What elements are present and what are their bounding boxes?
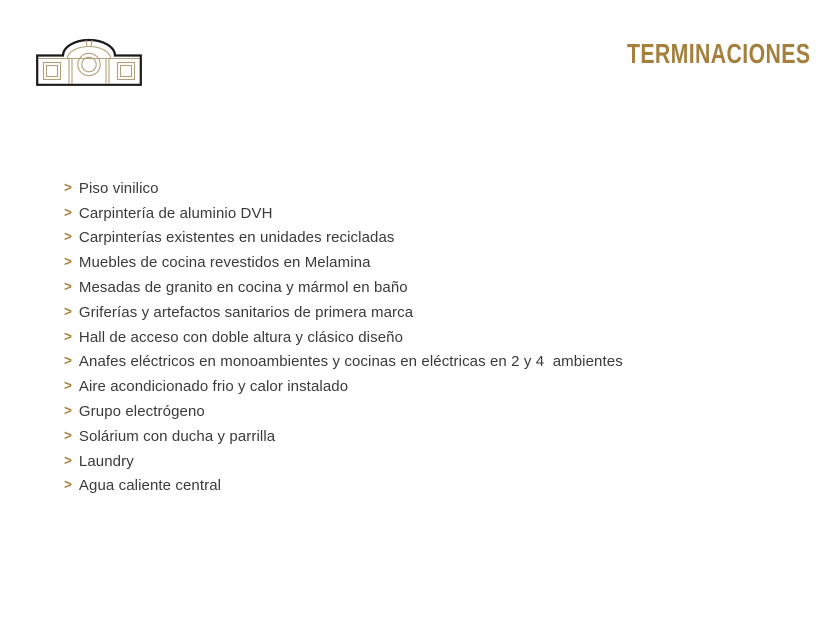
list-item-text: Anafes eléctricos en monoambientes y cocinas en eléctricas en 2 y 4 ambientes — [78, 353, 623, 371]
list-item — [64, 399, 623, 424]
chevron-bullet-icon: > — [64, 229, 72, 245]
list-item-text: Grupo electrógeno — [78, 403, 205, 421]
chevron-bullet-icon: > — [64, 403, 72, 419]
list-item — [64, 325, 623, 350]
chevron-bullet-icon: > — [64, 353, 72, 369]
chevron-bullet-icon: > — [64, 279, 72, 295]
chevron-bullet-icon: > — [64, 452, 72, 468]
list-item-text: Carpinterías existentes en unidades recicladas — [78, 229, 395, 247]
list-item — [64, 275, 623, 300]
list-item-text: Piso vinilico — [78, 179, 159, 197]
chevron-bullet-icon: > — [64, 328, 72, 344]
list-item — [64, 474, 623, 499]
list-item — [64, 300, 623, 325]
list-item — [64, 250, 623, 275]
list-item-text: Laundry — [78, 452, 134, 470]
list-item — [64, 374, 623, 399]
building-facade-logo-icon — [36, 38, 142, 86]
chevron-bullet-icon: > — [64, 179, 72, 195]
list-item — [64, 226, 623, 251]
finishes-list — [64, 176, 623, 498]
list-item-text: Hall de acceso con doble altura y clásico diseño — [78, 328, 404, 346]
chevron-bullet-icon: > — [64, 303, 72, 319]
chevron-bullet-icon: > — [64, 378, 72, 394]
chevron-bullet-icon: > — [64, 427, 72, 443]
page-title: TERMINACIONES — [626, 38, 810, 69]
list-item — [64, 350, 623, 375]
list-item-text: Muebles de cocina revestidos en Melamina — [78, 254, 371, 272]
list-item-text: Solárium con ducha y parrilla — [78, 427, 276, 445]
list-item — [64, 176, 623, 201]
chevron-bullet-icon: > — [64, 204, 72, 220]
list-item — [64, 424, 623, 449]
list-item — [64, 201, 623, 226]
list-item-text: Agua caliente central — [78, 477, 222, 495]
chevron-bullet-icon: > — [64, 254, 72, 270]
list-item-text: Aire acondicionado frio y calor instalado — [78, 378, 349, 396]
list-item-text: Mesadas de granito en cocina y mármol en baño — [78, 279, 408, 297]
list-item-text: Griferías y artefactos sanitarios de primera marca — [78, 303, 414, 321]
chevron-bullet-icon: > — [64, 477, 72, 493]
list-item-text: Carpintería de aluminio DVH — [78, 204, 273, 222]
list-item — [64, 449, 623, 474]
